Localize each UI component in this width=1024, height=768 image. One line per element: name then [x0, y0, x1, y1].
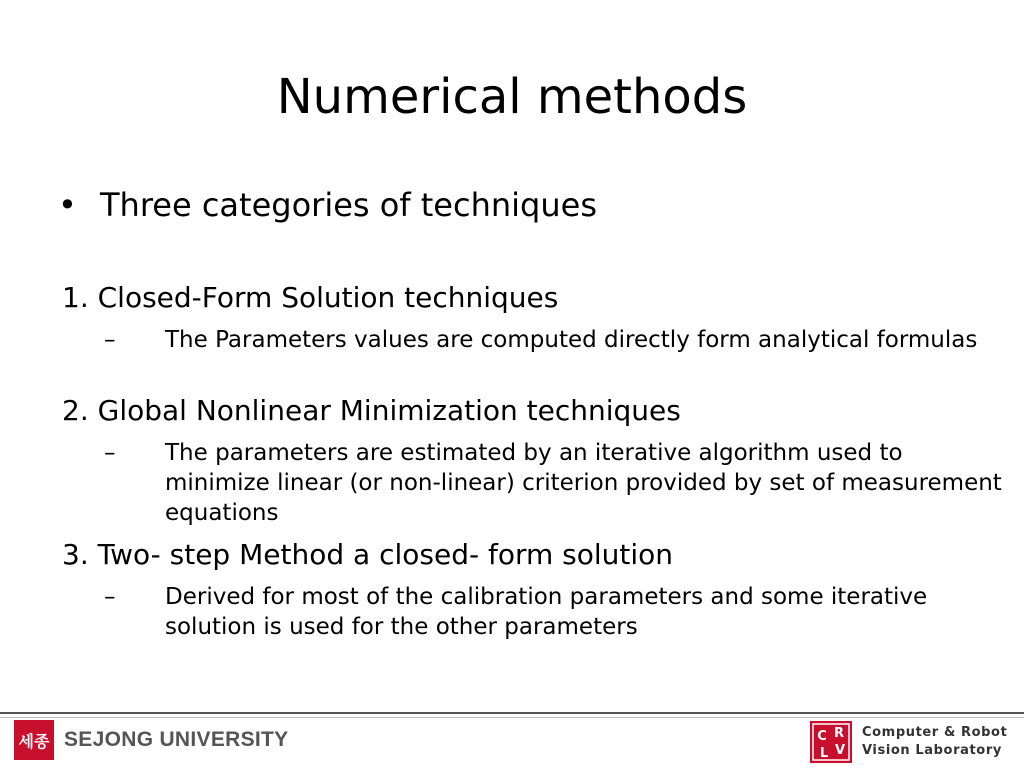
sejong-university-logo [14, 720, 288, 760]
footer-divider [0, 712, 1024, 714]
item-heading-closed-form: 1. Closed-Form Solution techniques [62, 281, 559, 314]
dash-marker: – [104, 584, 116, 610]
bullet-text: Three categories of techniques [100, 186, 597, 224]
sub-item-closed-form [104, 325, 1004, 355]
sub-item-text: Derived for most of the calibration parameters and some iterative solution is used for the other parameters [165, 584, 928, 640]
item-heading-two-step: 3. Two- step Method a closed- form solution [62, 538, 674, 571]
footer-divider-shadow [0, 717, 1024, 718]
sub-item-text: The Parameters values are computed directly form analytical formulas [165, 327, 978, 353]
lab-name-line1: Computer & Robot [862, 725, 1008, 740]
sub-item-global-nonlinear [104, 438, 1004, 528]
bullet-point [58, 182, 597, 228]
slide-title: Numerical methods [276, 69, 748, 125]
lab-name-line2: Vision Laboratory [862, 743, 1002, 758]
mark-letter: R [833, 726, 845, 741]
seal-text: 세종 [18, 732, 50, 751]
dash-marker: – [104, 440, 116, 466]
university-name: SEJONG UNIVERSITY [64, 728, 289, 751]
mark-letter: C [817, 729, 827, 744]
bullet-marker: • [58, 186, 77, 224]
sub-item-text: The parameters are estimated by an iterative algorithm used to minimize linear (or non-linear) criterion provided by set of measurement equations [165, 440, 1002, 526]
mark-letter: L [819, 746, 829, 761]
dash-marker: – [104, 327, 116, 353]
lab-name [862, 724, 1007, 760]
crvl-mark-icon [810, 721, 852, 763]
item-heading-global-nonlinear: 2. Global Nonlinear Minimization techniques [62, 394, 681, 427]
mark-letter: V [834, 743, 846, 758]
crv-lab-logo [810, 720, 1007, 764]
sejong-seal-icon [14, 720, 54, 760]
sub-item-two-step [104, 582, 1004, 642]
